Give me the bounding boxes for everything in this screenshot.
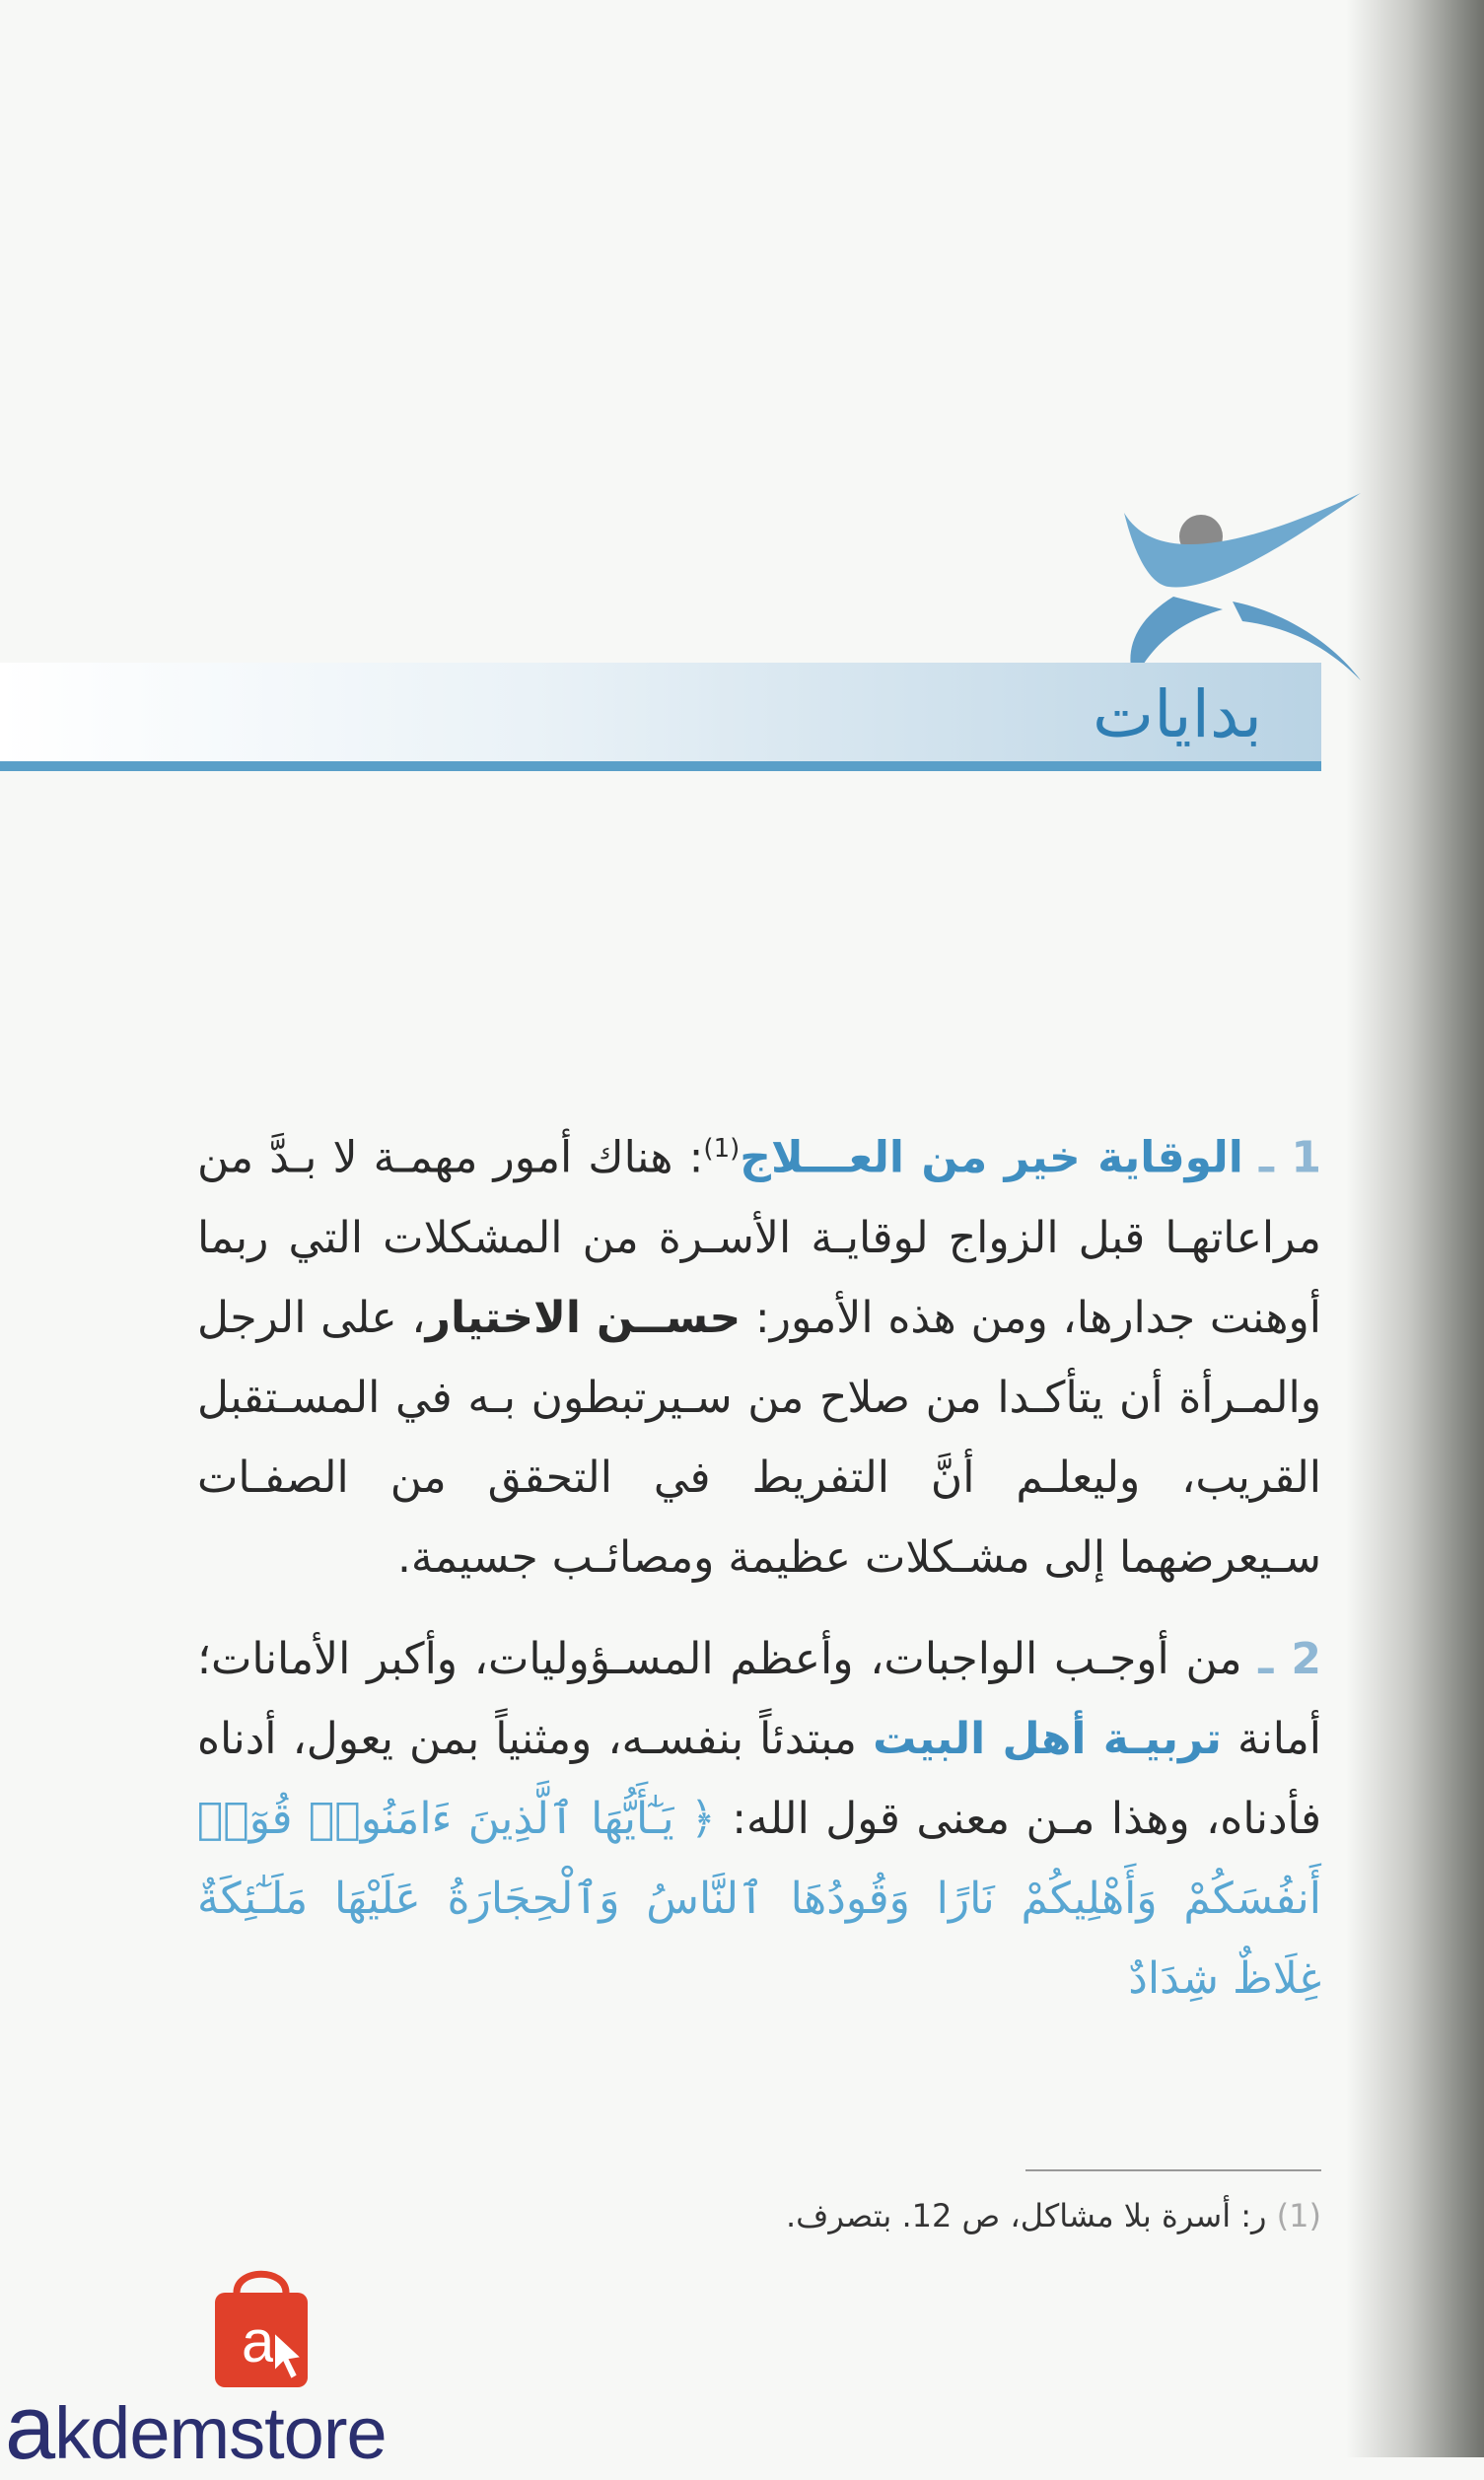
paragraph-heading: الوقاية خير من العـــلاج [740, 1132, 1243, 1183]
footnote-ref: (1) [703, 1134, 741, 1164]
paragraph-text: من أوجـب الواجبات، وأعظم المسـؤوليات، وأكبر الأمانات؛ أمانة [197, 1633, 1321, 1764]
paragraph-text: ، على الرجل والمـرأة أن يتأكـدا من صلاح من سـيرتبطون بـه في المسـتقبل القريب، وليعلـم أنَّ التفريط في التحقق من الصفـات سـيعرضهما إلى مشـكلات عظيمة ومصائـب جسيمة. [197, 1292, 1321, 1583]
chapter-figure-icon [1114, 493, 1371, 680]
quran-verse: ﴿ يَـٰٓأَيُّهَا ٱلَّذِينَ ءَامَنُوا۟ قُوٓا۟ أَنفُسَكُمْ وَأَهْلِيكُمْ نَارًا وَقُودُهَا ٱلنَّاسُ وَٱلْحِجَارَةُ عَلَيْهَا مَلَـٰٓئِكَةٌ غِلَاظٌ شِدَادٌ [197, 1793, 1321, 2004]
highlight-term: تربيـة أهل البيت [873, 1713, 1222, 1764]
store-watermark [5, 2376, 387, 2480]
store-bag-icon [207, 2263, 316, 2391]
store-name-prefix: a [5, 2377, 55, 2478]
store-name-rest: kdemstore [54, 2392, 387, 2474]
footnote [710, 2197, 1321, 2234]
footnote-divider [1025, 2169, 1321, 2171]
footnote-marker: (1) [1276, 2197, 1321, 2234]
chapter-title: بدايات [1093, 676, 1262, 752]
chapter-title-band [0, 663, 1321, 771]
bold-term: حســن الاختيار [425, 1292, 742, 1343]
footnote-text: ر: أسرة بلا مشاكل، ص 12. بتصرف. [785, 2197, 1267, 2234]
book-spine-shadow [1346, 0, 1484, 2457]
paragraph-text: : هناك أمور مهمـة لا بـدَّ من مراعاتهـا قبل الزواج لوقايـة الأسـرة من المشكلات التي ربما أوهنت جدارها، ومن هذه الأمور: [197, 1132, 1321, 1343]
paragraph-2 [197, 1619, 1321, 2019]
body-text [197, 1109, 1321, 2040]
paragraph-text: مبتدئاً بنفسـه، ومثنياً بمن يعول، أدناه فأدناه، وهذا مـن معنى قول الله: [197, 1713, 1321, 1844]
paragraph-1 [197, 1109, 1321, 1597]
paragraph-number: 2 ـ [1258, 1633, 1321, 1684]
store-icon-letter: a [242, 2308, 275, 2374]
paragraph-number: 1 ـ [1258, 1132, 1322, 1183]
